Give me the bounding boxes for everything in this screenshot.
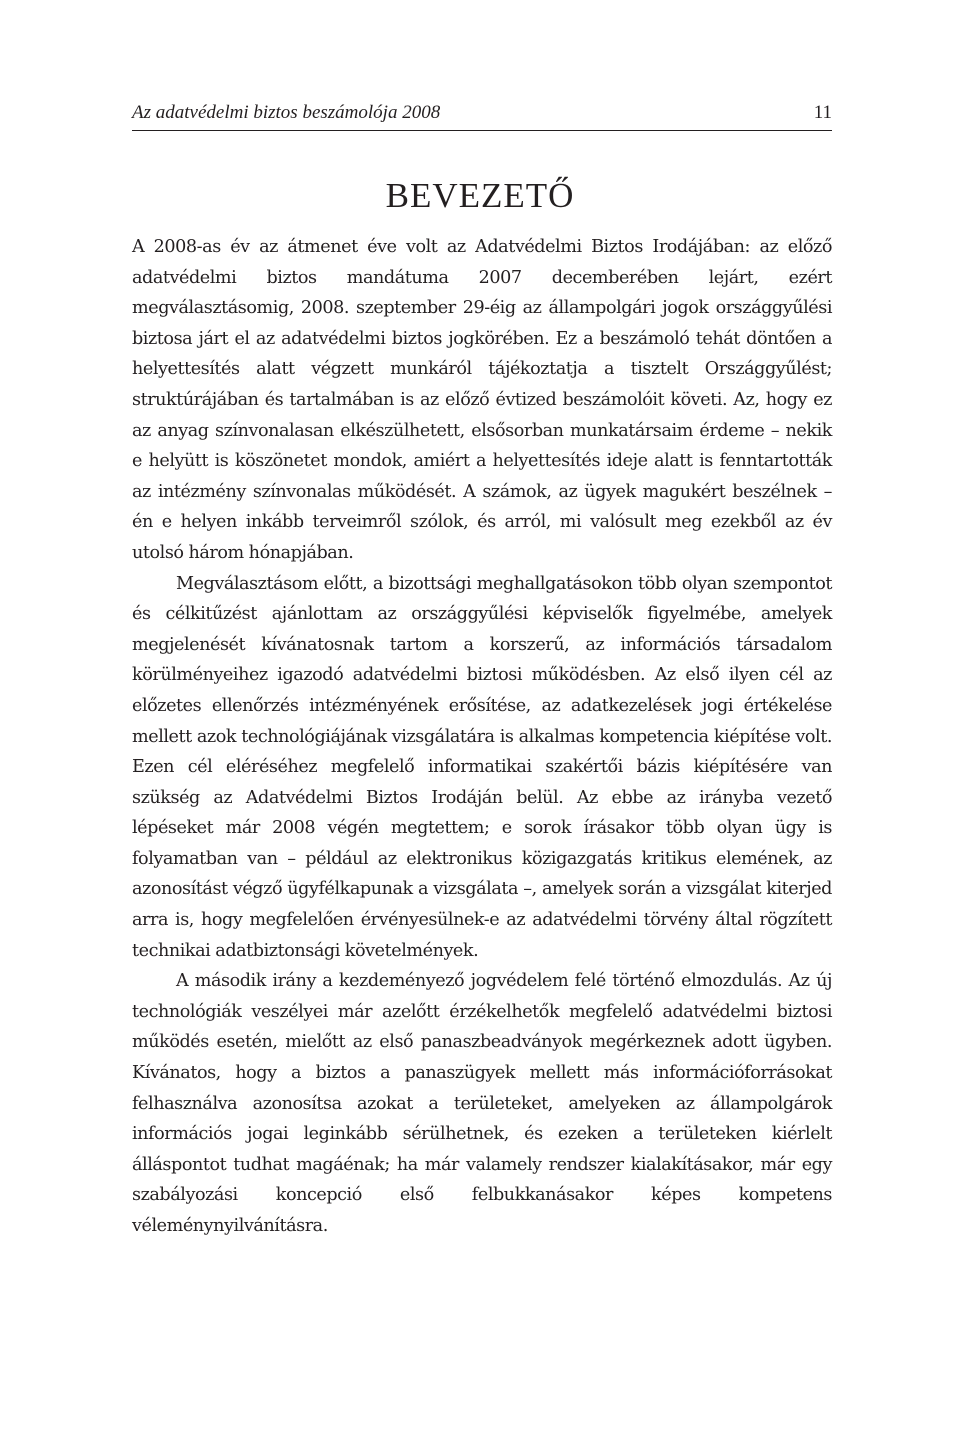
paragraph-1: A 2008-as év az átmenet éve volt az Adatvédelmi Biztos Irodájában: az előző adatvédelmi biztos mandátuma 2007 decemberében lejárt, ezért megválasztásomig, 2008. szeptember 29-éig az állampolgári jogok országgyűlési biztosa járt el az adatvédelmi biztos jogkörében. Ez a beszámoló tehát döntően a helyettesítés alatt végzett munkáról tájékoztatja a tisztelt Országgyűlést; struktúrájában és tartalmában is az előző évtized beszámolóit követi. Az, hogy ez az anyag színvonalasan elkészülhetett, elsősorban munkatársaim érdeme – nekik e helyütt is köszönetet mondok, amiért a helyettesítés ideje alatt is fenntartották az intézmény színvonalas működését. A számok, az ügyek magukért beszélnek – én e helyen inkább terveimről szólok, és arról, mi valósult meg ezekből az év utolsó három hónapjában.	[132, 237, 832, 563]
chapter-title: BEVEZETŐ	[385, 176, 575, 215]
body-text	[132, 232, 832, 1242]
paragraph-2: Megválasztásom előtt, a bizottsági meghallgatásokon több olyan szempontot és célkitűzést ajánlottam az országgyűlési képviselők figyelmébe, amelyek megjelenését kívánatosnak tartom a korszerű, az információs társadalom körülményeihez igazodó adatvédelmi biztosi működésben. Az első ilyen cél az előzetes ellenőrzés intézményének erősítése, az adatkezelések jogi értékelése mellett azok technológiájának vizsgálatára is alkalmas kompetencia kiépítése volt. Ezen cél eléréséhez megfelelő informatikai szakértői bázis kiépítésére van szükség az Adatvédelmi Biztos Irodáján belül. Az ebbe az irányba vezető lépéseket már 2008 végén megtettem; e sorok írásakor több olyan ügy is folyamatban van – például az elektronikus közigazgatás kritikus elemének, az azonosítást végző ügyfélkapunak a vizsgálata –, amelyek során a vizsgálat kiterjed arra is, hogy megfelelően érvényesülnek-e az adatvédelmi törvény által rögzített technikai adatbiztonsági követelmények.	[132, 573, 832, 961]
running-header	[132, 100, 832, 131]
paragraph-3: A második irány a kezdeményező jogvédelem felé történő elmozdulás. Az új technológiák veszélyei már azelőtt érzékelhetők megfelelő adatvédelmi biztosi működés esetén, mielőtt az első panaszbeadványok megérkeznek adott ügyben. Kívánatos, hogy a biztos a panaszügyek mellett más információforrásokat felhasználva azonosítsa azokat a területeket, amelyeken az állampolgárok információs jogai leginkább sérülhetnek, és ezeken a területeken kiérlelt álláspontot tudhat magáénak; ha már valamely rendszer kialakításakor, már egy szabályozási koncepció első felbukkanásakor képes kompetens véleménynyilvánításra.	[132, 971, 832, 1236]
page-number: 11	[813, 102, 832, 123]
running-title: Az adatvédelmi biztos beszámolója 2008	[132, 102, 441, 123]
